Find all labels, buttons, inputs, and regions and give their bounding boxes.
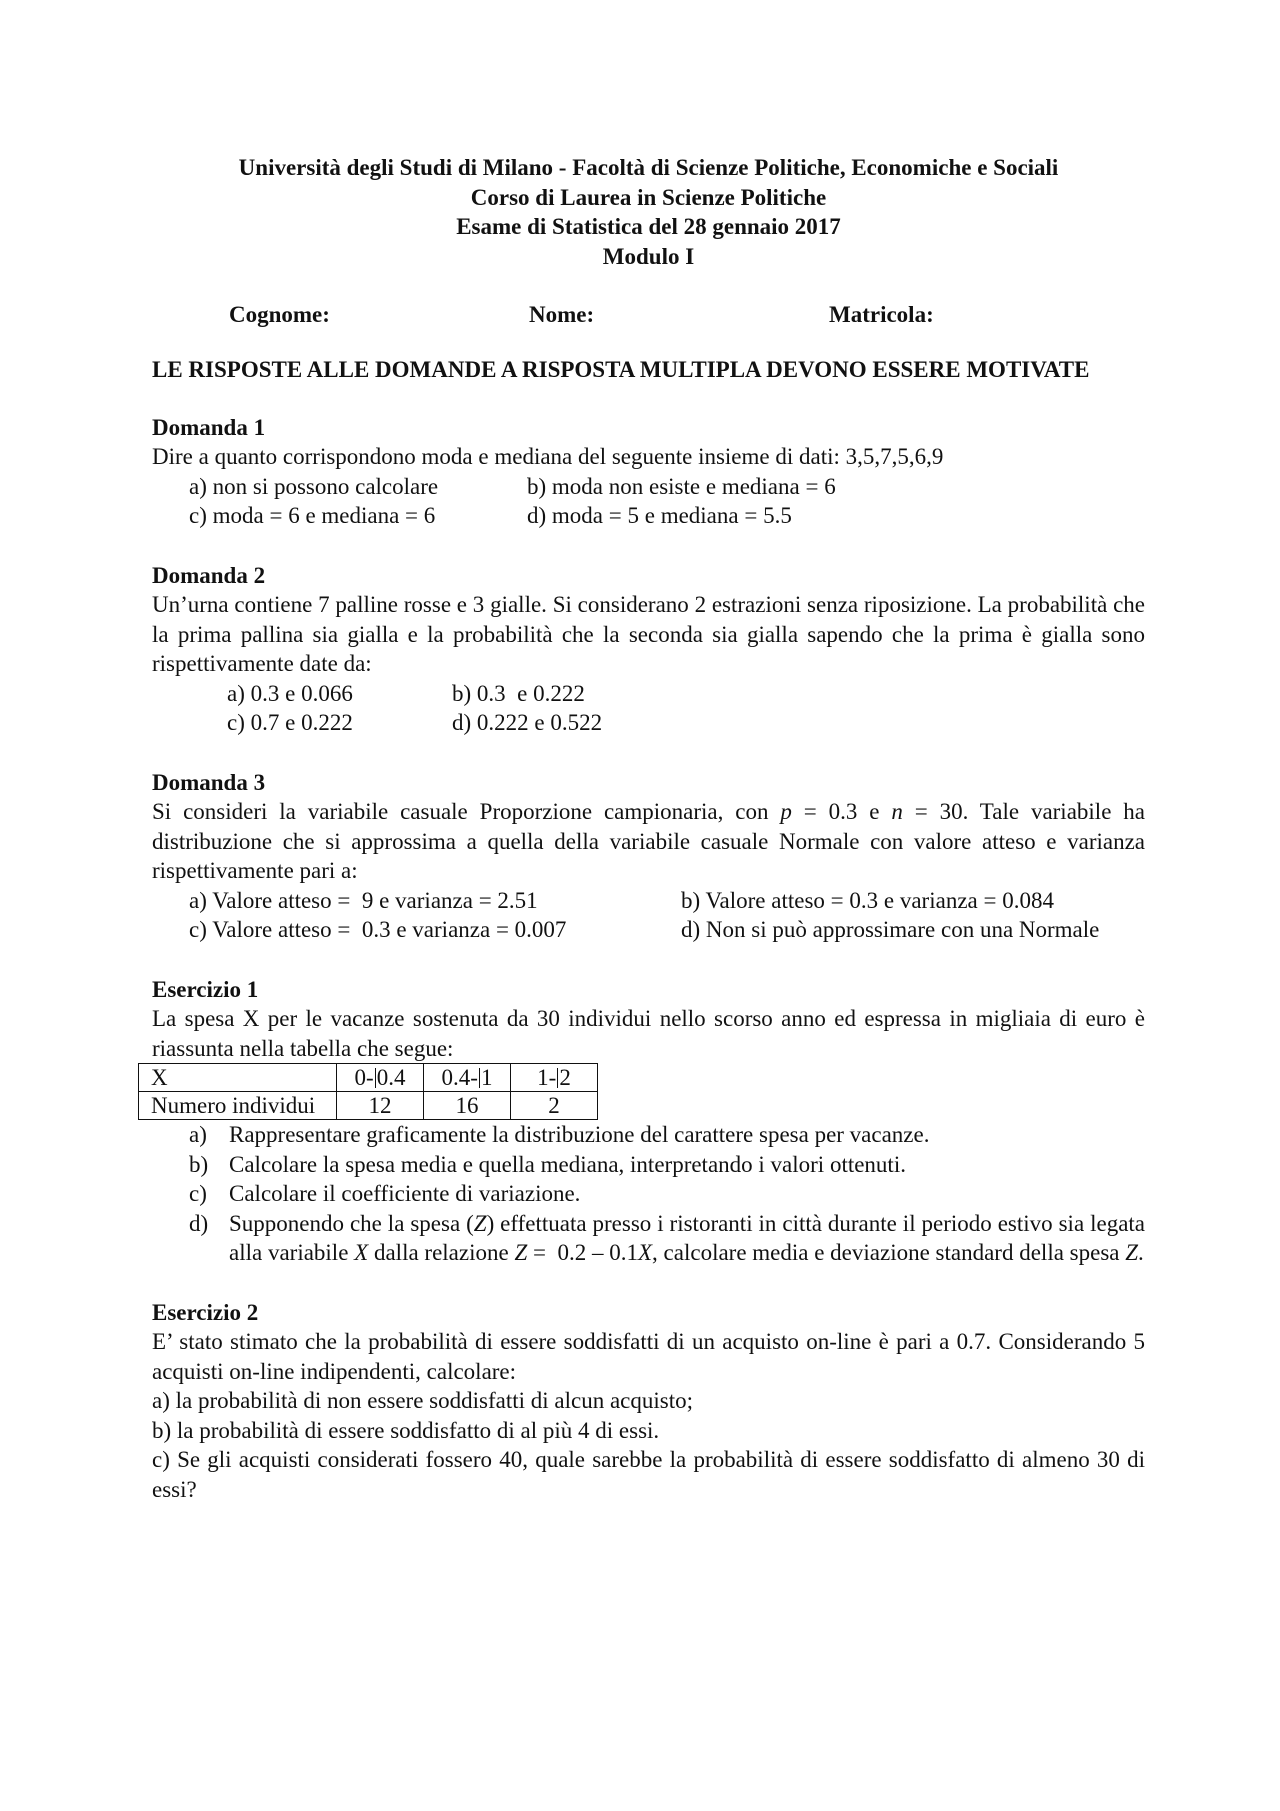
class-cell: 1- 2 — [511, 1064, 598, 1092]
frequency-table — [138, 1063, 598, 1120]
option: a) 0.3 e 0.066 — [227, 680, 353, 706]
exercise-title: Esercizio 1 — [152, 976, 259, 1002]
class-cell: 0.4- 1 — [424, 1064, 511, 1092]
exercise-text: La spesa X per le vacanze sostenuta da 30 individui nello scorso anno ed espressa in migliaia di euro è riassunta nella tabella che segue: — [152, 1006, 1145, 1061]
list-item: b) Calcolare la spesa media e quella mediana, interpretando i valori ottenuti. — [189, 1151, 906, 1177]
class-cell: 0- 0.4 — [337, 1064, 424, 1092]
question-title: Domanda 2 — [152, 562, 266, 588]
count-cell: 16 — [424, 1092, 511, 1120]
exam-content — [152, 153, 1145, 1504]
list-item: c) Calcolare il coefficiente di variazione. — [189, 1181, 581, 1206]
exercise-tasks — [152, 1120, 1145, 1268]
option: c) Valore atteso = 0.3 e varianza = 0.007 — [189, 917, 567, 942]
option: c) 0.7 e 0.222 — [227, 710, 353, 735]
table-row — [139, 1092, 598, 1120]
module-line: Modulo I — [602, 243, 695, 269]
exercise-title: Esercizio 2 — [152, 1299, 259, 1325]
option: a) Valore atteso = 9 e varianza = 2.51 — [189, 887, 538, 913]
exercise-1 — [152, 975, 1145, 1268]
question-1 — [152, 413, 1145, 531]
option: b) Valore atteso = 0.3 e varianza = 0.084 — [681, 887, 1054, 913]
list-item: c) Se gli acquisti considerati fossero 40, quale sarebbe la probabilità di essere soddisfatto di almeno 30 di essi? — [152, 1447, 1145, 1502]
option: a) non si possono calcolare — [189, 473, 439, 499]
count-cell: 2 — [511, 1092, 598, 1120]
question-title: Domanda 1 — [152, 414, 266, 440]
list-item: a) Rappresentare graficamente la distribuzione del carattere spesa per vacanze. — [189, 1122, 930, 1147]
count-cell: 12 — [337, 1092, 424, 1120]
answer-options — [152, 886, 1145, 945]
option: d) 0.222 e 0.522 — [452, 710, 603, 735]
list-item: a) la probabilità di non essere soddisfatti di alcun acquisto; — [152, 1388, 693, 1413]
p-variable: p — [780, 799, 792, 824]
list-item: b) la probabilità di essere soddisfatto di al più 4 di essi. — [152, 1417, 660, 1443]
question-3 — [152, 768, 1145, 945]
university-line: Università degli Studi di Milano - Facoltà di Scienze Politiche, Economiche e Sociali — [238, 155, 1059, 180]
list-item: d) Supponendo che la spesa (Z) effettuata presso i ristoranti in città durante il periodo estivo sia legata alla variabile X dalla relazione Z = 0.2 – 0.1X, calcolare media e deviazione standard della spesa Z. — [189, 1210, 1145, 1265]
option: b) 0.3 e 0.222 — [452, 680, 585, 706]
exercise-2 — [152, 1298, 1145, 1505]
question-2 — [152, 561, 1145, 738]
exam-title: Esame di Statistica del 28 gennaio 2017 — [456, 214, 841, 239]
n-variable: n — [891, 799, 903, 824]
surname-label: Cognome: — [229, 302, 330, 327]
exam-header — [152, 153, 1145, 271]
answer-options — [152, 679, 1145, 738]
row-label: Numero individui — [139, 1092, 337, 1120]
name-label: Nome: — [529, 302, 595, 327]
row-label: X — [139, 1064, 337, 1092]
question-text: Dire a quanto corrispondono moda e mediana del seguente insieme di dati: 3,5,7,5,6,9 — [152, 444, 944, 469]
course-line: Corso di Laurea in Scienze Politiche — [470, 184, 827, 210]
option: b) moda non esiste e mediana = 6 — [527, 473, 836, 499]
question-text: Un’urna contiene 7 palline rosse e 3 gialle. Si considerano 2 estrazioni senza riposizione. La probabilità che la prima pallina sia gialla e la probabilità che la seconda sia gialla sapendo che la prima è gialla sono rispettivamente date da: — [152, 592, 1145, 676]
answer-options — [152, 472, 1145, 531]
instructions-notice: LE RISPOSTE ALLE DOMANDE A RISPOSTA MULTIPLA DEVONO ESSERE MOTIVATE — [152, 357, 1090, 382]
option: c) moda = 6 e mediana = 6 — [189, 503, 436, 528]
question-title: Domanda 3 — [152, 769, 266, 795]
table-row — [139, 1064, 598, 1092]
option: d) Non si può approssimare con una Normale — [681, 917, 1100, 942]
option: d) moda = 5 e mediana = 5.5 — [527, 503, 792, 528]
question-text: Si consideri la variabile casuale Proporzione campionaria, con p = 0.3 e n = 30. Tale variabile ha distribuzione che si approssima a quella della variabile casuale Normale con valore atteso e varianza rispettivamente pari a: — [152, 799, 1145, 883]
id-label: Matricola: — [829, 302, 934, 327]
student-fields — [152, 300, 1145, 330]
exercise-text: E’ stato stimato che la probabilità di essere soddisfatti di un acquisto on-line è pari a 0.7. Considerando 5 acquisti on-line indipendenti, calcolare: — [152, 1329, 1145, 1384]
